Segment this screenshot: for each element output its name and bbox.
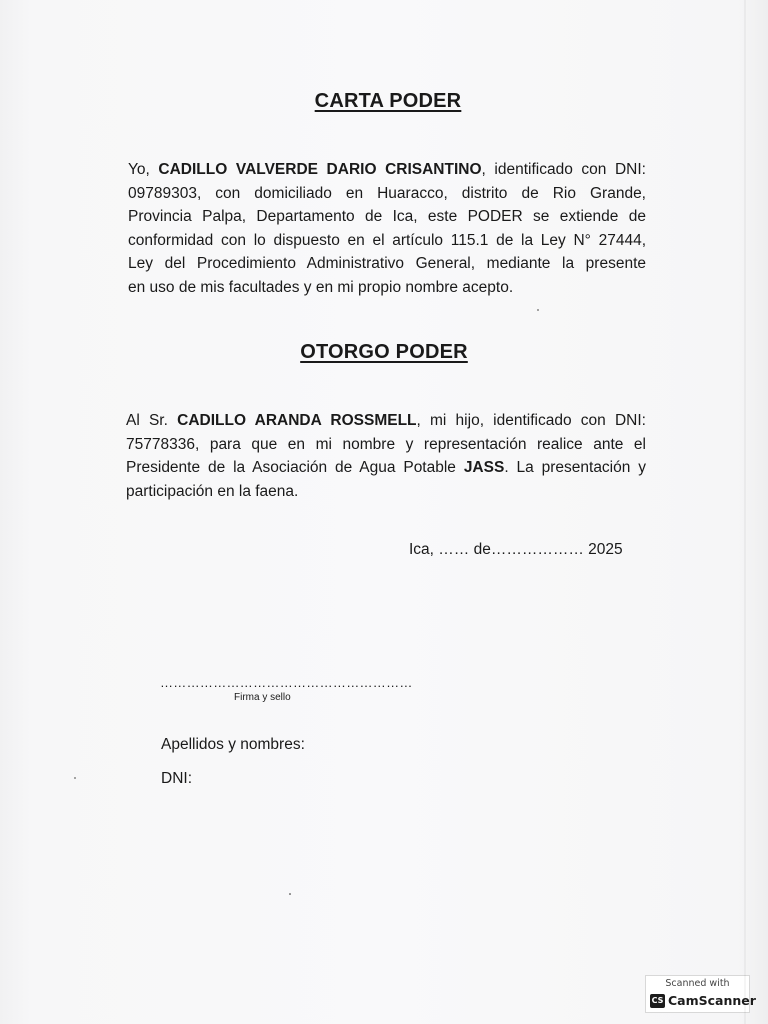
camscanner-logo-icon: CS — [650, 994, 665, 1008]
paragraph-line — [126, 456, 646, 480]
bold-text: JASS — [463, 459, 505, 477]
paragraph-line — [128, 158, 646, 182]
paragraph-line — [126, 480, 646, 504]
text-segment: Presidente de la Asociación de Agua Potable — [126, 459, 464, 477]
paragraph-line — [128, 205, 646, 229]
signature-label: Firma y sello — [234, 692, 291, 703]
text-segment: . La presentación y — [504, 459, 646, 477]
signature-line: ………………………………………………… — [160, 675, 413, 690]
paragraph-line — [128, 276, 646, 300]
document-title: CARTA PODER — [314, 90, 462, 112]
field-dni-label: DNI: — [161, 770, 192, 787]
text-segment: Yo, — [128, 161, 159, 178]
text-segment: , identificado con DNI: — [481, 161, 646, 178]
paragraph-line — [128, 182, 646, 206]
text-segment: conformidad con lo dispuesto en el artículo 115.1 de la Ley N° 27444, — [128, 231, 646, 249]
paragraph-declaration — [128, 158, 646, 300]
scan-speck — [74, 777, 76, 779]
watermark-brand: CamScanner — [668, 993, 756, 1008]
text-segment: en uso de mis facultades y en mi propio nombre acepto. — [128, 278, 514, 296]
text-segment: participación en la faena. — [126, 482, 299, 500]
text-segment: 09789303, con domiciliado en Huaracco, distrito de Rio Grande, — [128, 184, 646, 202]
bold-text: CADILLO VALVERDE DARIO CRISANTINO — [158, 161, 482, 178]
paragraph-grant — [126, 409, 646, 503]
text-segment: , mi hijo, identificado con DNI: — [416, 412, 646, 429]
watermark-caption: Scanned with — [665, 978, 730, 989]
date-line: Ica, …… de……………… 2025 — [409, 541, 623, 558]
paragraph-line — [126, 409, 646, 433]
paragraph-line — [128, 252, 646, 276]
paragraph-line — [128, 229, 646, 253]
scan-speck — [289, 893, 291, 895]
bold-text: CADILLO ARANDA ROSSMELL — [177, 412, 417, 429]
field-names-label: Apellidos y nombres: — [161, 736, 305, 753]
text-segment: 75778336, para que en mi nombre y representación realice ante el — [126, 435, 646, 453]
paragraph-line — [126, 433, 646, 457]
section-title-otorgo-poder: OTORGO PODER — [300, 341, 468, 363]
text-segment: Ley del Procedimiento Administrativo General, mediante la presente — [128, 255, 646, 273]
text-segment: Provincia Palpa, Departamento de Ica, este PODER se extiende de — [128, 208, 646, 226]
scan-speck — [537, 309, 539, 311]
camscanner-watermark — [645, 975, 756, 1013]
text-segment: Al Sr. — [126, 412, 178, 429]
